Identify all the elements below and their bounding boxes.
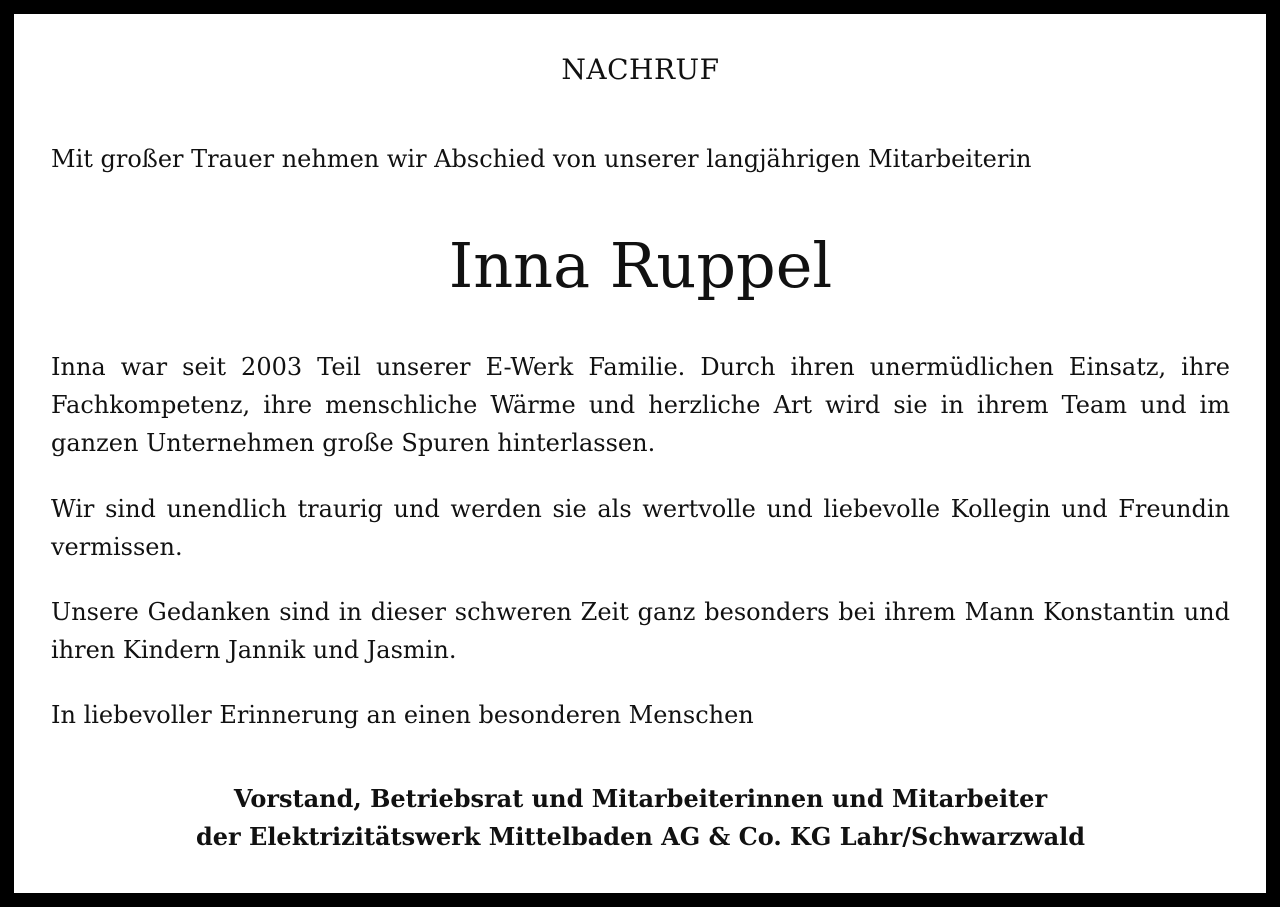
obituary-notice xyxy=(14,14,1266,893)
deceased-name: Inna Ruppel xyxy=(448,229,833,302)
paragraph-grief: Wir sind unendlich traurig und werden sie als wertvolle und liebevolle Kollegin und Freundin vermissen. xyxy=(51,495,1230,561)
notice-title: NACHRUF xyxy=(561,53,720,86)
notice-intro: Mit großer Trauer nehmen wir Abschied von unserer langjährigen Mitarbeiterin xyxy=(51,145,1032,173)
signature-line-2: der Elektrizitätswerk Mittelbaden AG & Co. KG Lahr/Schwarzwald xyxy=(195,822,1086,851)
signature-block xyxy=(51,780,1230,856)
paragraph-career: Inna war seit 2003 Teil unserer E-Werk Familie. Durch ihren unermüdlichen Einsatz, ihre Fachkompetenz, ihre menschliche Wärme und herzliche Art wird sie in ihrem Team und im ganzen Unternehmen große Spuren hinterlassen. xyxy=(51,353,1230,457)
paragraph-remembrance: In liebevoller Erinnerung an einen besonderen Menschen xyxy=(51,701,754,729)
paragraph-family: Unsere Gedanken sind in dieser schweren Zeit ganz besonders bei ihrem Mann Konstantin und ihren Kindern Jannik und Jasmin. xyxy=(51,598,1230,664)
signature-line-1: Vorstand, Betriebsrat und Mitarbeiterinnen und Mitarbeiter xyxy=(233,784,1048,813)
